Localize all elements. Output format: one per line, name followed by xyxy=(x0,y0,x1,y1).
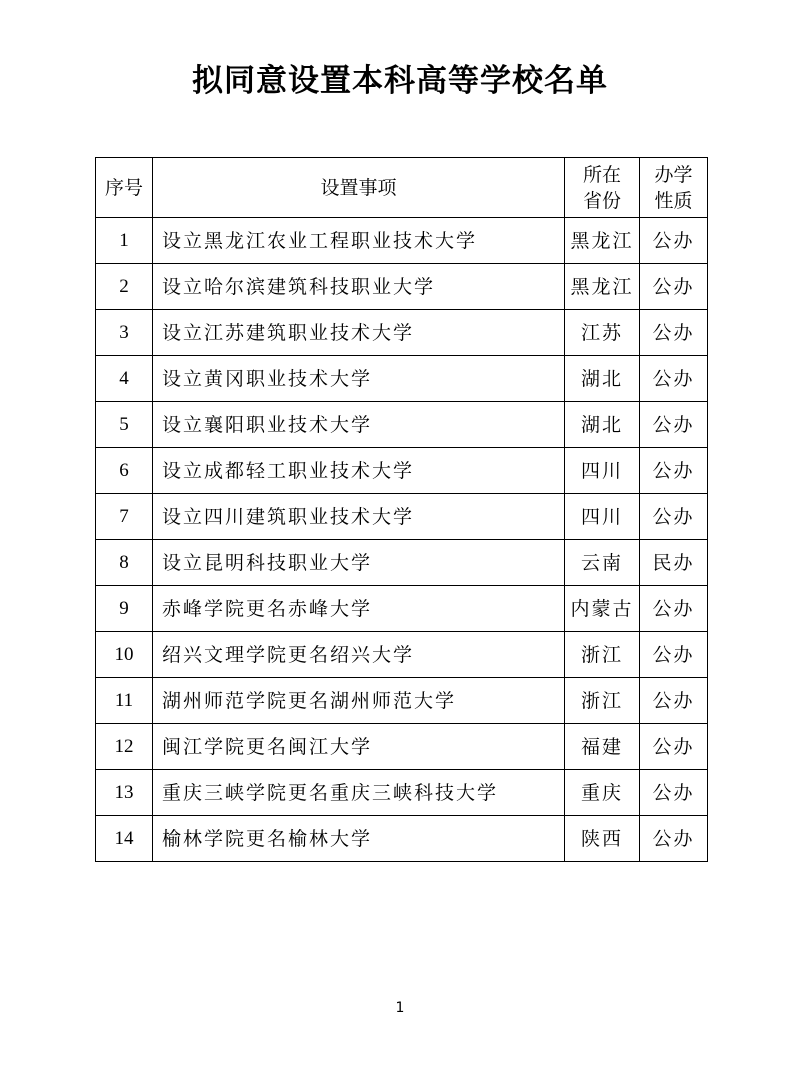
table-row xyxy=(96,678,708,724)
row-province-cell: 内蒙古 xyxy=(565,586,640,632)
row-number-cell: 4 xyxy=(96,356,153,402)
row-province-cell: 福建 xyxy=(565,724,640,770)
row-province-cell: 黑龙江 xyxy=(565,264,640,310)
row-type-cell: 公办 xyxy=(640,816,708,862)
row-item-cell: 重庆三峡学院更名重庆三峡科技大学 xyxy=(153,770,565,816)
header-type-line2: 性质 xyxy=(654,189,693,212)
row-province-cell: 湖北 xyxy=(565,356,640,402)
row-item-cell: 闽江学院更名闽江大学 xyxy=(153,724,565,770)
table-row xyxy=(96,264,708,310)
header-no: 序号 xyxy=(96,158,153,218)
table-row xyxy=(96,494,708,540)
row-item-cell: 榆林学院更名榆林大学 xyxy=(153,816,565,862)
row-type-cell: 民办 xyxy=(640,540,708,586)
row-number-cell: 14 xyxy=(96,816,153,862)
row-type-cell: 公办 xyxy=(640,402,708,448)
row-number-cell: 13 xyxy=(96,770,153,816)
row-item-cell: 设立黄冈职业技术大学 xyxy=(153,356,565,402)
row-type-cell: 公办 xyxy=(640,632,708,678)
row-number-cell: 7 xyxy=(96,494,153,540)
row-item-cell: 绍兴文理学院更名绍兴大学 xyxy=(153,632,565,678)
header-type-line1: 办学 xyxy=(654,163,693,186)
row-type-cell: 公办 xyxy=(640,218,708,264)
table-row xyxy=(96,586,708,632)
header-type xyxy=(640,158,708,218)
row-item-cell: 设立昆明科技职业大学 xyxy=(153,540,565,586)
row-province-cell: 四川 xyxy=(565,494,640,540)
row-province-cell: 江苏 xyxy=(565,310,640,356)
row-province-cell: 云南 xyxy=(565,540,640,586)
row-number-cell: 5 xyxy=(96,402,153,448)
row-item-cell: 设立四川建筑职业技术大学 xyxy=(153,494,565,540)
row-type-cell: 公办 xyxy=(640,310,708,356)
schools-table xyxy=(95,157,708,862)
row-number-cell: 1 xyxy=(96,218,153,264)
row-type-cell: 公办 xyxy=(640,770,708,816)
row-type-cell: 公办 xyxy=(640,678,708,724)
row-type-cell: 公办 xyxy=(640,494,708,540)
row-province-cell: 四川 xyxy=(565,448,640,494)
table-row xyxy=(96,540,708,586)
row-number-cell: 10 xyxy=(96,632,153,678)
row-number-cell: 8 xyxy=(96,540,153,586)
row-province-cell: 湖北 xyxy=(565,402,640,448)
header-province-line2: 省份 xyxy=(582,189,621,212)
row-item-cell: 赤峰学院更名赤峰大学 xyxy=(153,586,565,632)
row-type-cell: 公办 xyxy=(640,264,708,310)
table-row xyxy=(96,448,708,494)
table-header-row xyxy=(96,158,708,218)
table-row xyxy=(96,310,708,356)
row-item-cell: 设立哈尔滨建筑科技职业大学 xyxy=(153,264,565,310)
row-number-cell: 12 xyxy=(96,724,153,770)
header-province-line1: 所在 xyxy=(582,163,621,186)
row-type-cell: 公办 xyxy=(640,448,708,494)
row-type-cell: 公办 xyxy=(640,724,708,770)
row-item-cell: 设立江苏建筑职业技术大学 xyxy=(153,310,565,356)
row-item-cell: 设立黑龙江农业工程职业技术大学 xyxy=(153,218,565,264)
table-row xyxy=(96,632,708,678)
row-type-cell: 公办 xyxy=(640,356,708,402)
row-item-cell: 设立襄阳职业技术大学 xyxy=(153,402,565,448)
row-number-cell: 11 xyxy=(96,678,153,724)
row-province-cell: 浙江 xyxy=(565,678,640,724)
table-body xyxy=(96,218,708,862)
table-row xyxy=(96,218,708,264)
table-row xyxy=(96,356,708,402)
table-row xyxy=(96,816,708,862)
page-number: 1 xyxy=(395,1000,405,1016)
row-item-cell: 设立成都轻工职业技术大学 xyxy=(153,448,565,494)
header-province xyxy=(565,158,640,218)
page-title: 拟同意设置本科高等学校名单 xyxy=(192,63,608,99)
row-item-cell: 湖州师范学院更名湖州师范大学 xyxy=(153,678,565,724)
table-row xyxy=(96,402,708,448)
row-province-cell: 黑龙江 xyxy=(565,218,640,264)
header-item: 设置事项 xyxy=(153,158,565,218)
row-number-cell: 9 xyxy=(96,586,153,632)
row-number-cell: 3 xyxy=(96,310,153,356)
row-type-cell: 公办 xyxy=(640,586,708,632)
row-province-cell: 重庆 xyxy=(565,770,640,816)
row-province-cell: 浙江 xyxy=(565,632,640,678)
table-row xyxy=(96,770,708,816)
row-number-cell: 2 xyxy=(96,264,153,310)
table-row xyxy=(96,724,708,770)
row-province-cell: 陕西 xyxy=(565,816,640,862)
row-number-cell: 6 xyxy=(96,448,153,494)
